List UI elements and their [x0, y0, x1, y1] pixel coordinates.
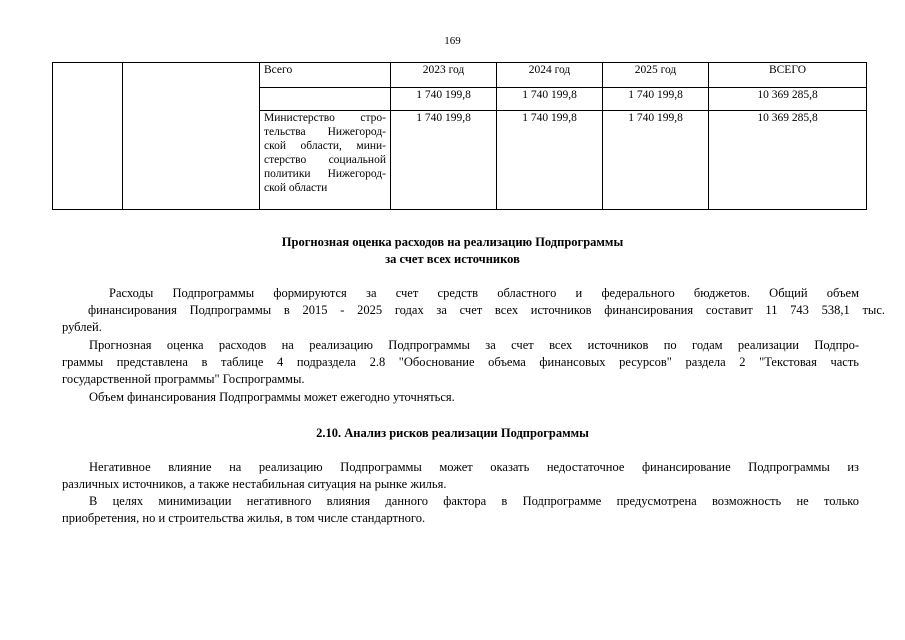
section1-paragraph-2: [62, 337, 859, 388]
ministry-line: Министерство стро-: [264, 112, 386, 124]
paragraph-line: граммы представлена в таблице 4 подраздела 2.8 "Обоснование объема финансовых ресурсов" раздела 2 "Текстовая часть: [62, 355, 859, 369]
financing-table: [52, 62, 867, 210]
paragraph-line: государственной программы" Госпрограммы.: [62, 372, 305, 386]
paragraph-line: Негативное влияние на реализацию Подпрограммы может оказать недостаточное финансирование Подпрограммы из: [89, 460, 859, 474]
empty-cell-2: [123, 63, 260, 210]
ministry-line: тельства Нижегород-: [264, 126, 386, 138]
year-2023-header: 2023 год: [391, 63, 497, 88]
paragraph-line: В целях минимизации негативного влияния данного фактора в Подпрограмме предусмотрена возможность не только: [89, 494, 859, 508]
section2-paragraph-1: [62, 459, 859, 493]
ministry-line: ской области: [264, 182, 328, 194]
total-all-cell: 10 369 285,8: [709, 88, 867, 111]
ministry-2024-cell: 1 740 199,8: [497, 111, 603, 210]
table-header-row: [53, 63, 867, 88]
total-2023-cell: 1 740 199,8: [391, 88, 497, 111]
section1-heading: [0, 234, 905, 268]
empty-cell-1: [53, 63, 123, 210]
total-header: ВСЕГО: [709, 63, 867, 88]
ministry-line: стерство социальной: [264, 154, 386, 166]
total-2024-cell: 1 740 199,8: [497, 88, 603, 111]
page-number: 169: [444, 35, 461, 47]
paragraph-line: рублей.: [62, 320, 102, 334]
ministry-2025-cell: 1 740 199,8: [603, 111, 709, 210]
ministry-line: ской области, мини-: [264, 140, 386, 152]
total-2025-cell: 1 740 199,8: [603, 88, 709, 111]
ministry-total-cell: 10 369 285,8: [709, 111, 867, 210]
ministry-2023-cell: 1 740 199,8: [391, 111, 497, 210]
paragraph-line: различных источников, а также нестабильная ситуация на рынке жилья.: [62, 477, 447, 491]
header-label-cell: Всего: [260, 63, 391, 88]
paragraph-line: Объем финансирования Подпрограммы может ежегодно уточняться.: [89, 390, 455, 404]
ministry-name-cell: [260, 111, 391, 210]
section1-paragraph-1: [62, 285, 885, 336]
section2-paragraph-2: [62, 493, 859, 527]
paragraph-line: финансирования Подпрограммы в 2015 - 2025 годах за счет всех источников финансирования составит 11 743 538,1 тыс.: [88, 303, 885, 317]
section1-heading-line2: за счет всех источников: [385, 252, 520, 266]
year-2025-header: 2025 год: [603, 63, 709, 88]
ministry-line: политики Нижегород-: [264, 168, 386, 180]
paragraph-line: Расходы Подпрограммы формируются за счет средств областного и федерального бюджетов. Общий объем: [109, 286, 859, 300]
section1-paragraph-3: [89, 389, 859, 406]
total-row-label: [260, 88, 391, 111]
paragraph-line: приобретения, но и строительства жилья, в том числе стандартного.: [62, 511, 426, 525]
section1-heading-line1: Прогнозная оценка расходов на реализацию Подпрограммы: [281, 235, 624, 249]
section2-heading: 2.10. Анализ рисков реализации Подпрограммы: [316, 426, 589, 440]
year-2024-header: 2024 год: [497, 63, 603, 88]
paragraph-line: Прогнозная оценка расходов на реализацию Подпрограммы за счет всех источников по годам реализации Подпро-: [89, 338, 859, 352]
